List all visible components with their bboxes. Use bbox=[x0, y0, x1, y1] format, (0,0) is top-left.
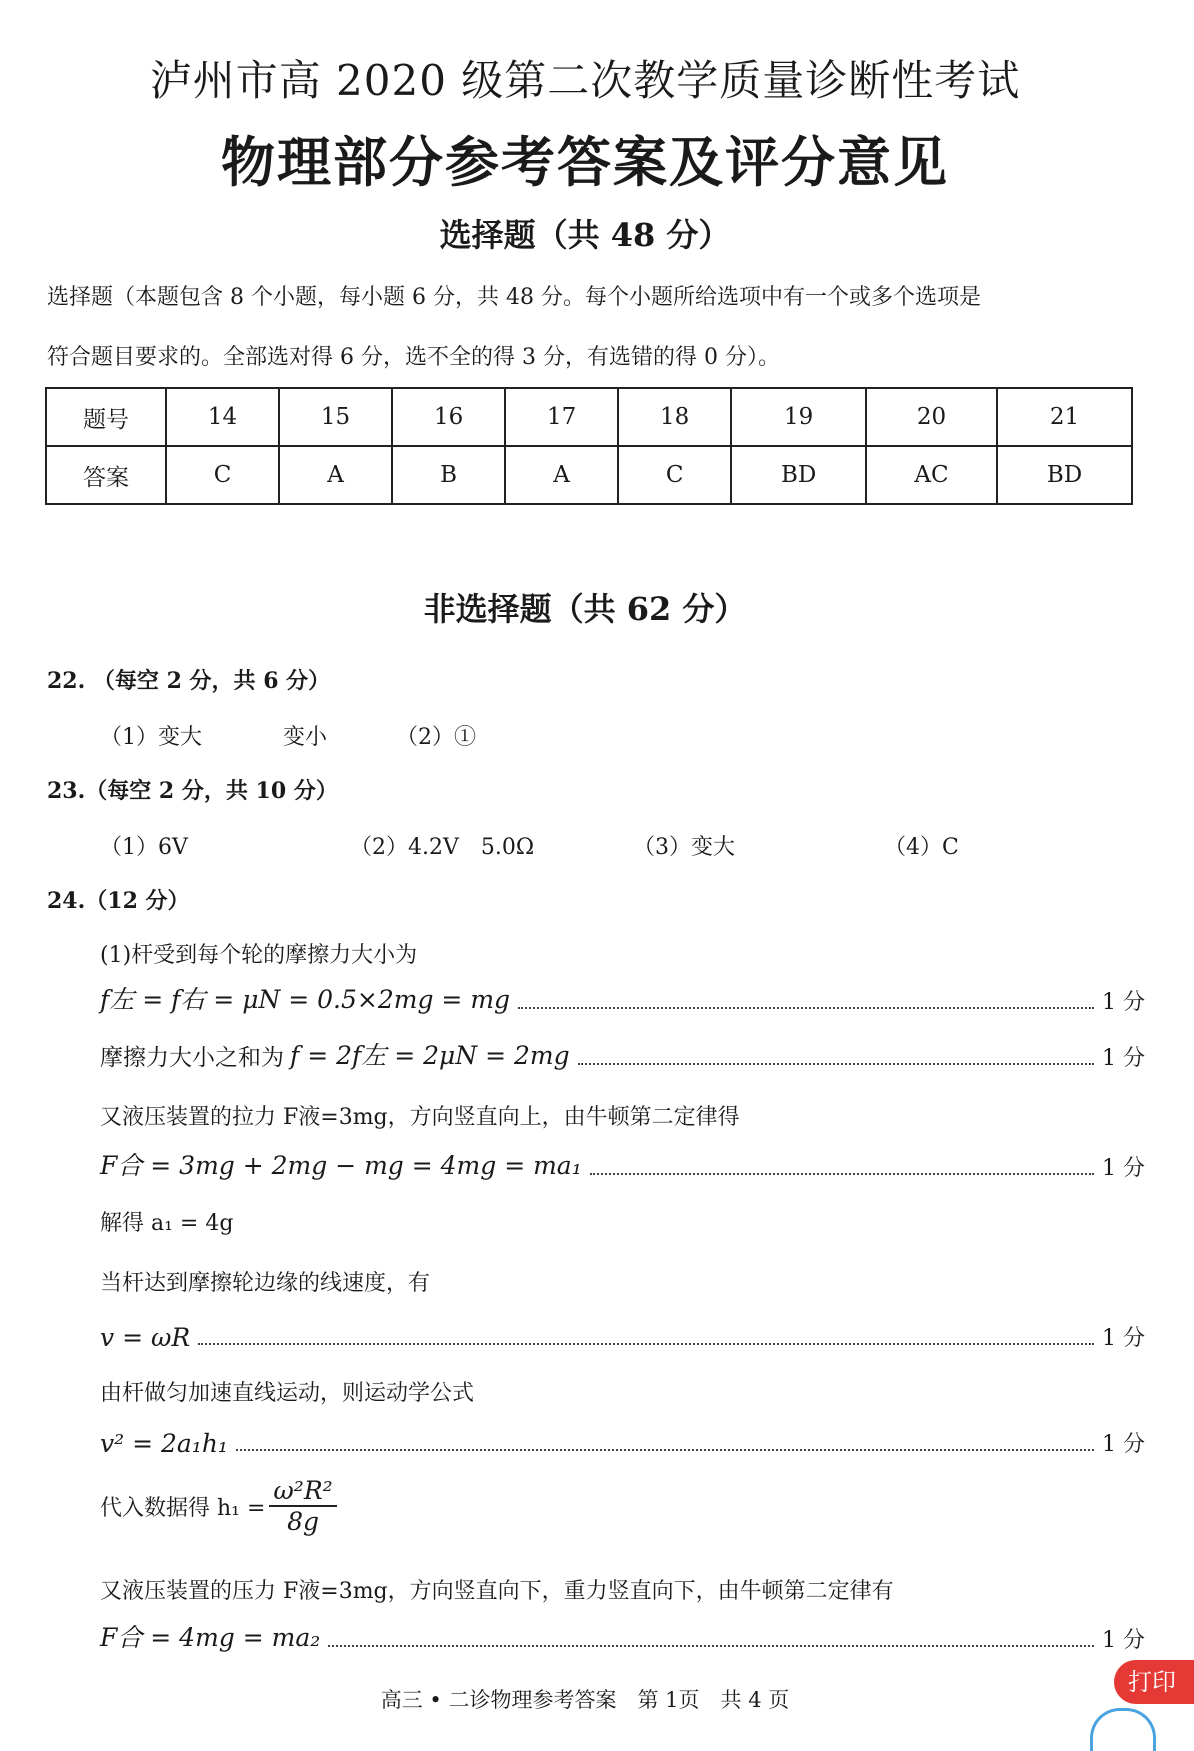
q24-line-3: 又液压装置的拉力 F液=3mg，方向竖直向上，由牛顿第二定律得 bbox=[100, 1105, 740, 1130]
fraction-denominator: 8g bbox=[287, 1507, 320, 1536]
q24-formula-5 bbox=[100, 1318, 1145, 1352]
q24-line-7 bbox=[100, 1476, 337, 1536]
score-label: 1 分 bbox=[1102, 1432, 1145, 1457]
row-label-answer: 答案 bbox=[46, 446, 166, 504]
answer-cell: A bbox=[279, 446, 392, 504]
answer-cell: BD bbox=[997, 446, 1132, 504]
q23-answer-1: （1）6V bbox=[100, 835, 188, 860]
answer-key-title: 物理部分参考答案及评分意见 bbox=[221, 130, 949, 194]
question-number: 15 bbox=[279, 388, 392, 446]
question-number: 18 bbox=[618, 388, 731, 446]
q23-heading: 23.（每空 2 分，共 10 分） bbox=[47, 778, 338, 804]
q23-answer-4: （4）C bbox=[884, 835, 959, 860]
formula-text: f = 2f左 = 2μN = 2mg bbox=[290, 1041, 570, 1070]
mc-intro-line2: 符合题目要求的。全部选对得 6 分，选不全的得 3 分，有选错的得 0 分）。 bbox=[47, 345, 780, 370]
floating-assistant-icon[interactable] bbox=[1090, 1708, 1156, 1751]
table-row bbox=[46, 388, 1132, 446]
answer-cell: BD bbox=[731, 446, 866, 504]
q24-line-5: 当杆达到摩擦轮边缘的线速度，有 bbox=[100, 1271, 431, 1296]
formula-text: F合 = 4mg = ma₂ bbox=[100, 1623, 321, 1652]
score-label: 1 分 bbox=[1102, 1326, 1145, 1351]
score-label: 1 分 bbox=[1102, 990, 1145, 1015]
score-label: 1 分 bbox=[1102, 1628, 1145, 1653]
leader-dots bbox=[518, 1006, 1094, 1009]
answer-cell: C bbox=[166, 446, 279, 504]
question-number: 17 bbox=[505, 388, 618, 446]
q24-line-8: 又液压装置的压力 F液=3mg，方向竖直向下，重力竖直向下，由牛顿第二定律有 bbox=[100, 1579, 894, 1604]
q22-answer-1: （1）变大 bbox=[100, 725, 202, 750]
q24-line-6: 由杆做匀加速直线运动，则运动学公式 bbox=[100, 1381, 475, 1406]
question-number: 19 bbox=[731, 388, 866, 446]
q24-formula-6 bbox=[100, 1424, 1145, 1458]
question-number: 16 bbox=[392, 388, 505, 446]
exam-title: 泸州市高 2020 级第二次教学质量诊断性考试 bbox=[149, 56, 1021, 105]
formula-text: F合 = 3mg + 2mg − mg = 4mg = ma₁ bbox=[100, 1151, 582, 1180]
q22-heading: 22. （每空 2 分，共 6 分） bbox=[47, 668, 331, 694]
q24-heading: 24.（12 分） bbox=[47, 888, 190, 914]
q24-line-1: (1)杆受到每个轮的摩擦力大小为 bbox=[100, 943, 418, 968]
q22-answer-3: （2）① bbox=[396, 725, 476, 750]
formula-text: v = ωR bbox=[100, 1323, 191, 1352]
q22-answer-2: 变小 bbox=[283, 725, 328, 750]
result-prefix: 代入数据得 h₁ = bbox=[100, 1495, 266, 1521]
mc-section-heading: 选择题（共 48 分） bbox=[439, 216, 731, 254]
q24-formula-2 bbox=[100, 1038, 1145, 1072]
table-row bbox=[46, 446, 1132, 504]
page-footer: 高三 • 二诊物理参考答案 第 1页 共 4 页 bbox=[380, 1688, 790, 1712]
q24-formula-1 bbox=[100, 982, 1145, 1016]
score-label: 1 分 bbox=[1102, 1156, 1145, 1181]
answer-cell: C bbox=[618, 446, 731, 504]
q23-answer-3: （3）变大 bbox=[633, 835, 735, 860]
formula-text: f左 = f右 = μN = 0.5×2mg = mg bbox=[100, 985, 511, 1014]
mc-answer-table bbox=[45, 387, 1133, 505]
formula-prefix: 摩擦力大小之和为 bbox=[100, 1045, 284, 1071]
q24-line-4: 解得 a₁ = 4g bbox=[100, 1211, 234, 1236]
nonmc-section-heading: 非选择题（共 62 分） bbox=[423, 590, 747, 628]
score-label: 1 分 bbox=[1102, 1046, 1145, 1071]
mc-intro-line1: 选择题（本题包含 8 个小题，每小题 6 分，共 48 分。每个小题所给选项中有一个或多个选项是 bbox=[47, 285, 981, 310]
q23-answer-2: （2）4.2V 5.0Ω bbox=[350, 835, 535, 860]
question-number: 21 bbox=[997, 388, 1132, 446]
q24-formula-8 bbox=[100, 1620, 1145, 1654]
answer-cell: B bbox=[392, 446, 505, 504]
leader-dots bbox=[578, 1062, 1094, 1065]
fraction bbox=[269, 1476, 336, 1536]
question-number: 20 bbox=[866, 388, 997, 446]
answer-cell: AC bbox=[866, 446, 997, 504]
answer-cell: A bbox=[505, 446, 618, 504]
formula-text: v² = 2a₁h₁ bbox=[100, 1429, 228, 1458]
leader-dots bbox=[328, 1644, 1094, 1647]
leader-dots bbox=[198, 1342, 1094, 1345]
question-number: 14 bbox=[166, 388, 279, 446]
q24-formula-3 bbox=[100, 1148, 1145, 1182]
row-label-number: 题号 bbox=[46, 388, 166, 446]
print-button[interactable]: 打印 bbox=[1114, 1660, 1194, 1704]
leader-dots bbox=[590, 1172, 1094, 1175]
fraction-numerator: ω²R² bbox=[269, 1476, 336, 1507]
leader-dots bbox=[236, 1448, 1094, 1451]
